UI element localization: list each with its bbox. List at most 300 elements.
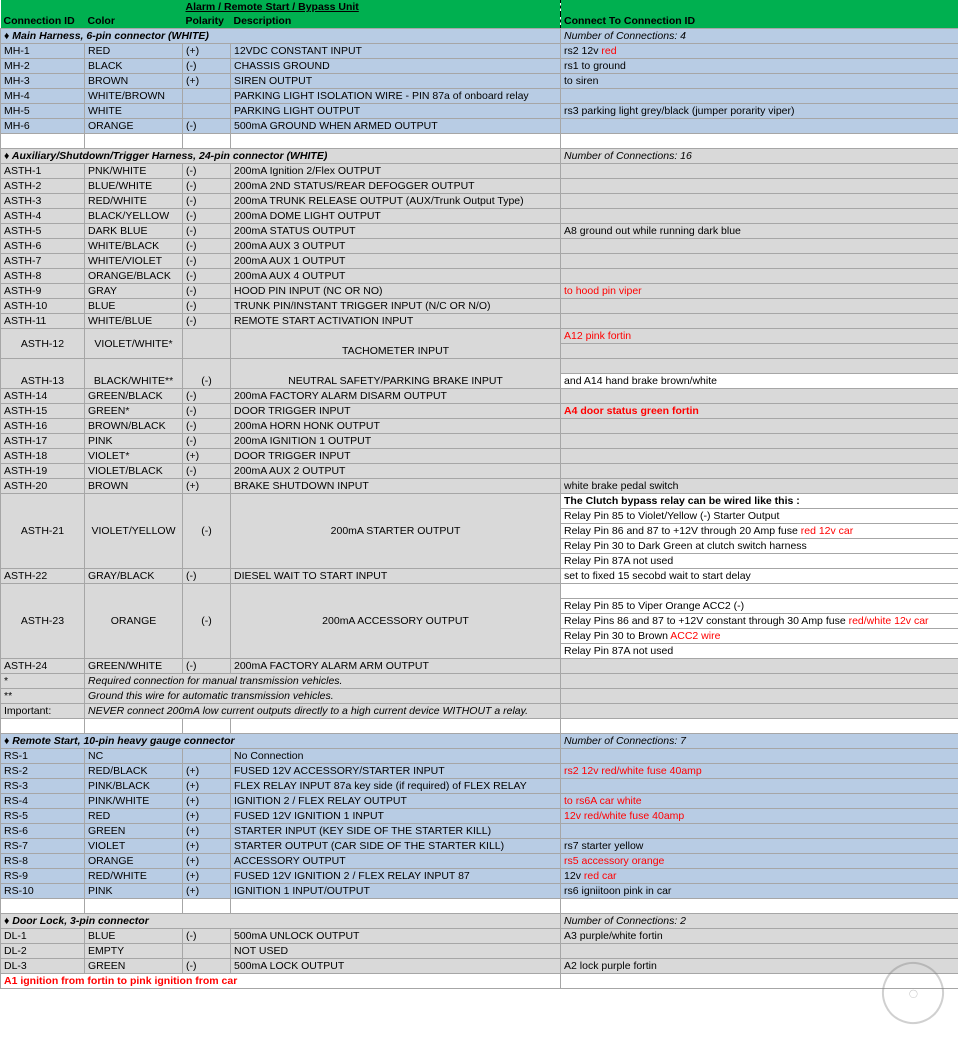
connect-to [561, 299, 958, 314]
connect-to [561, 329, 958, 344]
description: 200mA HORN HONK OUTPUT [231, 419, 561, 434]
connection-id: ASTH-16 [1, 419, 85, 434]
section-count: Number of Connections: 2 [561, 914, 958, 929]
connect-to [561, 74, 958, 89]
connection-id: RS-7 [1, 839, 85, 854]
polarity: (+) [183, 449, 231, 464]
connection-id: ASTH-13 [1, 359, 85, 389]
polarity: (+) [183, 839, 231, 854]
polarity: (-) [183, 419, 231, 434]
wire-color: BROWN/BLACK [85, 419, 183, 434]
connect-to [561, 254, 958, 269]
connect-to [561, 479, 958, 494]
wire-color: RED [85, 809, 183, 824]
connect-to [561, 404, 958, 419]
connection-id: MH-5 [1, 104, 85, 119]
table-row [1, 119, 958, 134]
connect-to-text: Relay Pin 30 to Brown [564, 630, 671, 642]
polarity: (-) [183, 494, 231, 569]
wire-color: ORANGE [85, 584, 183, 659]
description: PARKING LIGHT OUTPUT [231, 104, 561, 119]
connect-to-text: A2 lock purple fortin [564, 960, 657, 972]
connection-id: RS-1 [1, 749, 85, 764]
connect-to-red-text: red/white 12v car [848, 615, 929, 627]
wire-color: NC [85, 749, 183, 764]
connect-to [561, 389, 958, 404]
polarity: (+) [183, 479, 231, 494]
connection-id: DL-2 [1, 944, 85, 959]
table-row-tall [1, 359, 958, 374]
connect-to-text: Relay Pin 87A not used [564, 645, 674, 657]
connection-id: DL-1 [1, 929, 85, 944]
polarity [183, 749, 231, 764]
connect-to [561, 524, 958, 539]
wire-color: VIOLET* [85, 449, 183, 464]
polarity: (+) [183, 764, 231, 779]
connect-to [561, 449, 958, 464]
polarity [183, 104, 231, 119]
table-title: Alarm / Remote Start / Bypass Unit [183, 0, 561, 14]
connect-to [561, 269, 958, 284]
connect-to-text: Relay Pin 86 and 87 to +12V through 20 Amp fuse [564, 525, 801, 537]
polarity: (+) [183, 869, 231, 884]
description: 500mA LOCK OUTPUT [231, 959, 561, 974]
connect-to [561, 44, 958, 59]
description: 200mA AUX 4 OUTPUT [231, 269, 561, 284]
table-row [1, 224, 958, 239]
description: FLEX RELAY INPUT 87a key side (if required) of FLEX RELAY [231, 779, 561, 794]
table-row [1, 824, 958, 839]
description: REMOTE START ACTIVATION INPUT [231, 314, 561, 329]
polarity: (+) [183, 44, 231, 59]
connection-id: ASTH-5 [1, 224, 85, 239]
polarity: (-) [183, 959, 231, 974]
connect-to [561, 434, 958, 449]
wire-color: WHITE/BLUE [85, 314, 183, 329]
description: FUSED 12V ACCESSORY/STARTER INPUT [231, 764, 561, 779]
polarity: (-) [183, 659, 231, 674]
connect-to [561, 374, 958, 389]
connection-id: ASTH-4 [1, 209, 85, 224]
connection-id: ASTH-8 [1, 269, 85, 284]
connect-to [561, 194, 958, 209]
table-row [1, 239, 958, 254]
table-row [1, 104, 958, 119]
polarity: (-) [183, 119, 231, 134]
connect-to-text: rs5 accessory orange [564, 855, 665, 867]
title-row [1, 0, 958, 14]
table-row-tall [1, 584, 958, 599]
table-row [1, 944, 958, 959]
wire-color: GREEN/WHITE [85, 659, 183, 674]
connect-to-red-text: red car [583, 870, 617, 882]
connect-to [561, 284, 958, 299]
connect-to-text: The Clutch bypass relay can be wired like this : [564, 495, 800, 507]
connect-to [561, 509, 958, 524]
description: ACCESSORY OUTPUT [231, 854, 561, 869]
description: TACHOMETER INPUT [231, 329, 561, 359]
section-header-mh [1, 29, 958, 44]
description: STARTER OUTPUT (CAR SIDE OF THE STARTER KILL) [231, 839, 561, 854]
connect-to-text: Relay Pin 85 to Viper Orange ACC2 (-) [564, 600, 745, 612]
connect-to [561, 239, 958, 254]
table-row [1, 749, 958, 764]
connection-id: RS-10 [1, 884, 85, 899]
polarity: (-) [183, 194, 231, 209]
note-text: Ground this wire for automatic transmission vehicles. [85, 689, 561, 704]
connection-id: ASTH-1 [1, 164, 85, 179]
connect-to [561, 494, 958, 509]
section-count: Number of Connections: 16 [561, 149, 958, 164]
description: TRUNK PIN/INSTANT TRIGGER INPUT (N/C OR N/O) [231, 299, 561, 314]
polarity: (-) [183, 434, 231, 449]
connect-to-text: A4 door status green fortin [564, 405, 699, 417]
header-connect-to: Connect To Connection ID [561, 14, 958, 29]
table-row-tall [1, 494, 958, 509]
connect-to-text: Relay Pin 87A not used [564, 555, 674, 567]
connect-to-text: Relay Pin 30 to Dark Green at clutch switch harness [564, 540, 807, 552]
polarity: (-) [183, 224, 231, 239]
table-row [1, 449, 958, 464]
note-row [1, 689, 958, 704]
table-row [1, 299, 958, 314]
table-row [1, 254, 958, 269]
table-row [1, 194, 958, 209]
description: 200mA IGNITION 1 OUTPUT [231, 434, 561, 449]
connection-id: ASTH-11 [1, 314, 85, 329]
header-description: Description [231, 14, 561, 29]
wire-color: WHITE [85, 104, 183, 119]
connect-to-text: A8 ground out while running dark blue [564, 225, 741, 237]
section-header-dl [1, 914, 958, 929]
polarity: (-) [183, 59, 231, 74]
footer-note: A1 ignition from fortin to pink ignition from car [1, 974, 561, 989]
polarity: (-) [183, 584, 231, 659]
connect-to-text: 12v [564, 870, 584, 882]
polarity: (-) [183, 404, 231, 419]
description: NOT USED [231, 944, 561, 959]
description: 200mA Ignition 2/Flex OUTPUT [231, 164, 561, 179]
table-row [1, 164, 958, 179]
polarity: (-) [183, 299, 231, 314]
wire-color: RED [85, 44, 183, 59]
connect-to-text: set to fixed 15 secobd wait to start delay [564, 570, 751, 582]
connect-to-text: rs3 parking light grey/black (jumper porarity viper) [564, 105, 795, 117]
table-row [1, 74, 958, 89]
wire-color: BLACK/YELLOW [85, 209, 183, 224]
table-row [1, 659, 958, 674]
note-marker: Important: [1, 704, 85, 719]
polarity: (-) [183, 569, 231, 584]
connect-to [561, 599, 958, 614]
header-color: Color [85, 14, 183, 29]
connect-to-text: A12 pink fortin [564, 330, 632, 342]
connect-to [561, 104, 958, 119]
description: STARTER INPUT (KEY SIDE OF THE STARTER KILL) [231, 824, 561, 839]
description: SIREN OUTPUT [231, 74, 561, 89]
header-connection-id: Connection ID [1, 14, 85, 29]
polarity: (-) [183, 209, 231, 224]
connect-to-text: 12v red/white fuse 40amp [564, 810, 685, 822]
connection-id: RS-2 [1, 764, 85, 779]
wire-color: WHITE/BLACK [85, 239, 183, 254]
polarity: (-) [183, 359, 231, 389]
table-row [1, 929, 958, 944]
polarity: (+) [183, 74, 231, 89]
description: 200mA AUX 2 OUTPUT [231, 464, 561, 479]
wire-color: BROWN [85, 74, 183, 89]
connection-id: MH-1 [1, 44, 85, 59]
description: 500mA GROUND WHEN ARMED OUTPUT [231, 119, 561, 134]
polarity [183, 89, 231, 104]
wire-color: BLUE [85, 299, 183, 314]
table-row [1, 419, 958, 434]
description: DIESEL WAIT TO START INPUT [231, 569, 561, 584]
connect-to [561, 224, 958, 239]
wire-color: PINK/WHITE [85, 794, 183, 809]
wire-color: RED/BLACK [85, 764, 183, 779]
connect-to-red-text: red [601, 45, 617, 57]
description: CHASSIS GROUND [231, 59, 561, 74]
table-row [1, 434, 958, 449]
description: BRAKE SHUTDOWN INPUT [231, 479, 561, 494]
polarity: (-) [183, 239, 231, 254]
wire-color: EMPTY [85, 944, 183, 959]
polarity: (-) [183, 314, 231, 329]
connection-id: ASTH-3 [1, 194, 85, 209]
connect-to-text: to siren [564, 75, 599, 87]
description: HOOD PIN INPUT (NC OR NO) [231, 284, 561, 299]
polarity: (-) [183, 254, 231, 269]
connect-to [561, 644, 958, 659]
polarity: (-) [183, 464, 231, 479]
table-row [1, 389, 958, 404]
wire-color: GRAY [85, 284, 183, 299]
section-count: Number of Connections: 4 [561, 29, 958, 44]
connection-id: ASTH-15 [1, 404, 85, 419]
connect-to-text: rs1 to ground [564, 60, 626, 72]
description: IGNITION 1 INPUT/OUTPUT [231, 884, 561, 899]
description: 200mA DOME LIGHT OUTPUT [231, 209, 561, 224]
table-row [1, 209, 958, 224]
spacer-row [1, 134, 958, 149]
connect-to-red-text: red 12v car [800, 525, 854, 537]
connection-id: DL-3 [1, 959, 85, 974]
wire-color: PNK/WHITE [85, 164, 183, 179]
connect-to [561, 809, 958, 824]
table-row [1, 884, 958, 899]
connect-to [561, 944, 958, 959]
connect-to [561, 824, 958, 839]
connection-id: ASTH-2 [1, 179, 85, 194]
table-row [1, 779, 958, 794]
polarity: (+) [183, 854, 231, 869]
section-title: ♦ Door Lock, 3-pin connector [1, 914, 561, 929]
wire-color: RED/WHITE [85, 194, 183, 209]
wire-color: GREEN* [85, 404, 183, 419]
connection-id: ASTH-9 [1, 284, 85, 299]
connect-to [561, 779, 958, 794]
connect-to [561, 569, 958, 584]
description: PARKING LIGHT ISOLATION WIRE - PIN 87a of onboard relay [231, 89, 561, 104]
table-row [1, 854, 958, 869]
table-row [1, 284, 958, 299]
polarity: (-) [183, 164, 231, 179]
connection-id: ASTH-21 [1, 494, 85, 569]
description: 12VDC CONSTANT INPUT [231, 44, 561, 59]
description: NEUTRAL SAFETY/PARKING BRAKE INPUT [231, 359, 561, 389]
connect-to-text: A3 purple/white fortin [564, 930, 663, 942]
connect-to-red-text: ACC2 wire [670, 630, 721, 642]
description: FUSED 12V IGNITION 2 / FLEX RELAY INPUT 87 [231, 869, 561, 884]
connect-to [561, 584, 958, 599]
connection-id: RS-8 [1, 854, 85, 869]
description: 200mA STATUS OUTPUT [231, 224, 561, 239]
connect-to-text: rs6 igniitoon pink in car [564, 885, 672, 897]
table-row [1, 809, 958, 824]
connect-to [561, 614, 958, 629]
table-row [1, 464, 958, 479]
note-row [1, 674, 958, 689]
note-marker: * [1, 674, 85, 689]
wire-color: ORANGE/BLACK [85, 269, 183, 284]
table-row [1, 839, 958, 854]
polarity: (-) [183, 269, 231, 284]
table-row [1, 59, 958, 74]
polarity: (+) [183, 884, 231, 899]
description: FUSED 12V IGNITION 1 INPUT [231, 809, 561, 824]
connection-id: RS-5 [1, 809, 85, 824]
polarity: (-) [183, 929, 231, 944]
connection-id: RS-9 [1, 869, 85, 884]
note-row [1, 704, 958, 719]
description: 500mA UNLOCK OUTPUT [231, 929, 561, 944]
note-text: NEVER connect 200mA low current outputs directly to a high current device WITHOUT a relay. [85, 704, 561, 719]
table-row [1, 869, 958, 884]
connection-id: MH-6 [1, 119, 85, 134]
connect-to [561, 839, 958, 854]
connection-id: MH-4 [1, 89, 85, 104]
connection-id: ASTH-7 [1, 254, 85, 269]
header-polarity: Polarity [183, 14, 231, 29]
connect-to [561, 629, 958, 644]
connect-to-text: to hood pin viper [564, 285, 642, 297]
spacer-row [1, 719, 958, 734]
polarity [183, 329, 231, 359]
connection-id: ASTH-17 [1, 434, 85, 449]
wire-color: BLUE/WHITE [85, 179, 183, 194]
polarity: (-) [183, 284, 231, 299]
connect-to-text: Relay Pin 85 to Violet/Yellow (-) Starter Output [564, 510, 780, 522]
connect-to-text: rs2 12v [564, 45, 602, 57]
connect-to [561, 179, 958, 194]
connection-id: RS-4 [1, 794, 85, 809]
connect-to [561, 869, 958, 884]
wire-color: VIOLET [85, 839, 183, 854]
table-row [1, 269, 958, 284]
wire-color: WHITE/BROWN [85, 89, 183, 104]
footer-row [1, 974, 958, 989]
watermark-seal: ◯ [872, 952, 954, 1034]
section-title: ♦ Main Harness, 6-pin connector (WHITE) [1, 29, 561, 44]
note-marker: ** [1, 689, 85, 704]
connect-to [561, 539, 958, 554]
connect-to [561, 749, 958, 764]
table-row [1, 794, 958, 809]
wire-color: BROWN [85, 479, 183, 494]
wire-color: BLACK [85, 59, 183, 74]
description: DOOR TRIGGER INPUT [231, 449, 561, 464]
connect-to [561, 89, 958, 104]
wire-color: PINK [85, 884, 183, 899]
connection-id: ASTH-14 [1, 389, 85, 404]
connection-id: ASTH-6 [1, 239, 85, 254]
column-header-row [1, 14, 958, 29]
description: 200mA AUX 1 OUTPUT [231, 254, 561, 269]
polarity: (+) [183, 779, 231, 794]
spacer-row [1, 899, 958, 914]
wire-color: BLACK/WHITE** [85, 359, 183, 389]
connection-id: ASTH-24 [1, 659, 85, 674]
wire-color: WHITE/VIOLET [85, 254, 183, 269]
connect-to-text: rs7 starter yellow [564, 840, 644, 852]
wire-color: DARK BLUE [85, 224, 183, 239]
description: 200mA AUX 3 OUTPUT [231, 239, 561, 254]
section-title: ♦ Auxiliary/Shutdown/Trigger Harness, 24-pin connector (WHITE) [1, 149, 561, 164]
section-header-rs [1, 734, 958, 749]
description: No Connection [231, 749, 561, 764]
connect-to [561, 854, 958, 869]
wire-color: GRAY/BLACK [85, 569, 183, 584]
connect-to-text: Relay Pins 86 and 87 to +12V constant through 30 Amp fuse [564, 615, 849, 627]
table-row [1, 314, 958, 329]
wire-color: GREEN/BLACK [85, 389, 183, 404]
connect-to [561, 59, 958, 74]
description: 200mA STARTER OUTPUT [231, 494, 561, 569]
wire-color: ORANGE [85, 119, 183, 134]
connection-id: RS-6 [1, 824, 85, 839]
wire-color: VIOLET/WHITE* [85, 329, 183, 359]
connection-id: ASTH-19 [1, 464, 85, 479]
connect-to-text: and A14 hand brake brown/white [564, 375, 717, 387]
wire-color: GREEN [85, 959, 183, 974]
polarity: (-) [183, 179, 231, 194]
wire-color: VIOLET/BLACK [85, 464, 183, 479]
connection-id: RS-3 [1, 779, 85, 794]
connect-to-text: rs2 12v red/white fuse 40amp [564, 765, 702, 777]
polarity [183, 944, 231, 959]
connect-to [561, 794, 958, 809]
description: DOOR TRIGGER INPUT [231, 404, 561, 419]
wire-color: VIOLET/YELLOW [85, 494, 183, 569]
connection-id: ASTH-18 [1, 449, 85, 464]
section-count: Number of Connections: 7 [561, 734, 958, 749]
connect-to-text: white brake pedal switch [564, 480, 679, 492]
connection-id: ASTH-22 [1, 569, 85, 584]
wire-color: BLUE [85, 929, 183, 944]
connection-id: ASTH-10 [1, 299, 85, 314]
polarity: (-) [183, 389, 231, 404]
section-header-asth [1, 149, 958, 164]
section-title: ♦ Remote Start, 10-pin heavy gauge connector [1, 734, 561, 749]
connect-to [561, 929, 958, 944]
connect-to [561, 419, 958, 434]
connection-id: ASTH-12 [1, 329, 85, 359]
connection-id: MH-3 [1, 74, 85, 89]
table-row [1, 569, 958, 584]
connect-to [561, 764, 958, 779]
description: 200mA FACTORY ALARM ARM OUTPUT [231, 659, 561, 674]
